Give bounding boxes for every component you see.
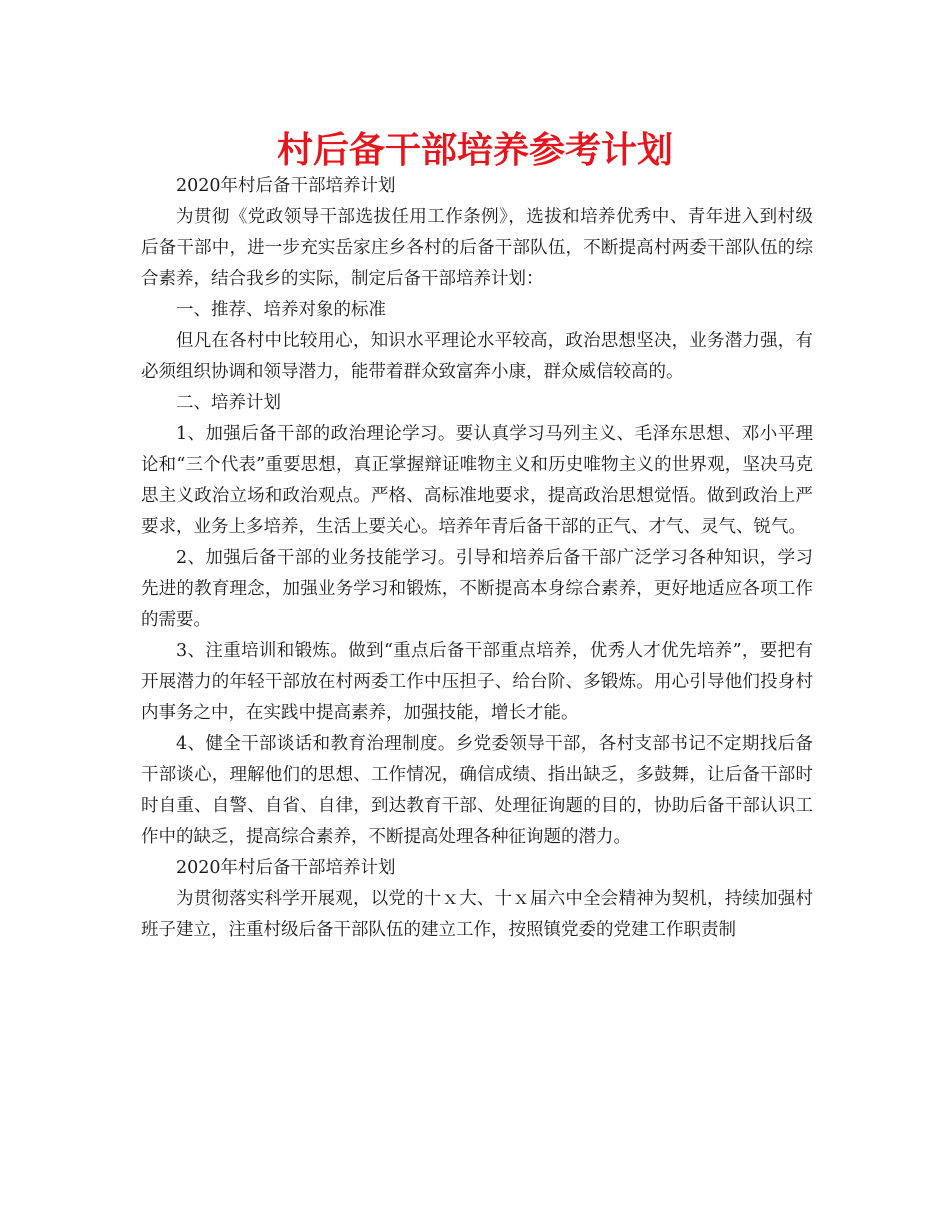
paragraph: 但凡在各村中比较用心，知识水平理论水平较高，政治思想坚决，业务潜力强，有必须组织协调和领导潜力，能带着群众致富奔小康，群众威信较高的。 [141, 331, 813, 382]
section-heading-2: 二、培养计划 [176, 393, 281, 413]
section-heading-1: 一、推荐、培养对象的标准 [176, 300, 386, 320]
paragraph: 3、注重培训和锻炼。做到“重点后备干部重点培养，优秀人才优先培养”，要把有开展潜力的年轻干部放在村两委工作中压担子、给台阶、多锻炼。用心引导他们投身村内事务之中，在实践中提高素养，加强技能，增长才能。 [141, 641, 813, 723]
paragraph-subtitle: 2020年村后备干部培养计划 [176, 176, 396, 196]
paragraph: 为贯彻落实科学开展观，以党的十ｘ大、十ｘ届六中全会精神为契机，持续加强村班子建立，注重村级后备干部队伍的建立工作，按照镇党委的党建工作职责制 [141, 889, 813, 940]
paragraph: 2、加强后备干部的业务技能学习。引导和培养后备干部广泛学习各种知识，学习先进的教育理念，加强业务学习和锻炼，不断提高本身综合素养，更好地适应各项工作的需要。 [141, 548, 813, 630]
document-title: 村后备干部培养参考计划 [276, 130, 673, 171]
paragraph: 4、健全干部谈话和教育治理制度。乡党委领导干部，各村支部书记不定期找后备干部谈心，理解他们的思想、工作情况，确信成绩、指出缺乏，多鼓舞，让后备干部时时自重、自警、自省、自律，到达教育干部、处理征询题的目的，协助后备干部认识工作中的缺乏，提高综合素养，不断提高处理各种征询题的潜力。 [141, 734, 813, 847]
paragraph: 1、加强后备干部的政治理论学习。要认真学习马列主义、毛泽东思想、邓小平理论和“三个代表”重要思想，真正掌握辩证唯物主义和历史唯物主义的世界观，坚决马克思主义政治立场和政治观点。严格、高标准地要求，提高政治思想觉悟。做到政治上严要求，业务上多培养，生活上要关心。培养年青后备干部的正气、才气、灵气、锐气。 [141, 424, 813, 537]
document-body [141, 171, 813, 946]
paragraph-intro: 为贯彻《党政领导干部选拔任用工作条例》，选拔和培养优秀中、青年进入到村级后备干部中，进一步充实岳家庄乡各村的后备干部队伍，不断提高村两委干部队伍的综合素养，结合我乡的实际，制定后备干部培养计划： [141, 207, 813, 289]
paragraph-subtitle-2: 2020年村后备干部培养计划 [176, 858, 396, 878]
